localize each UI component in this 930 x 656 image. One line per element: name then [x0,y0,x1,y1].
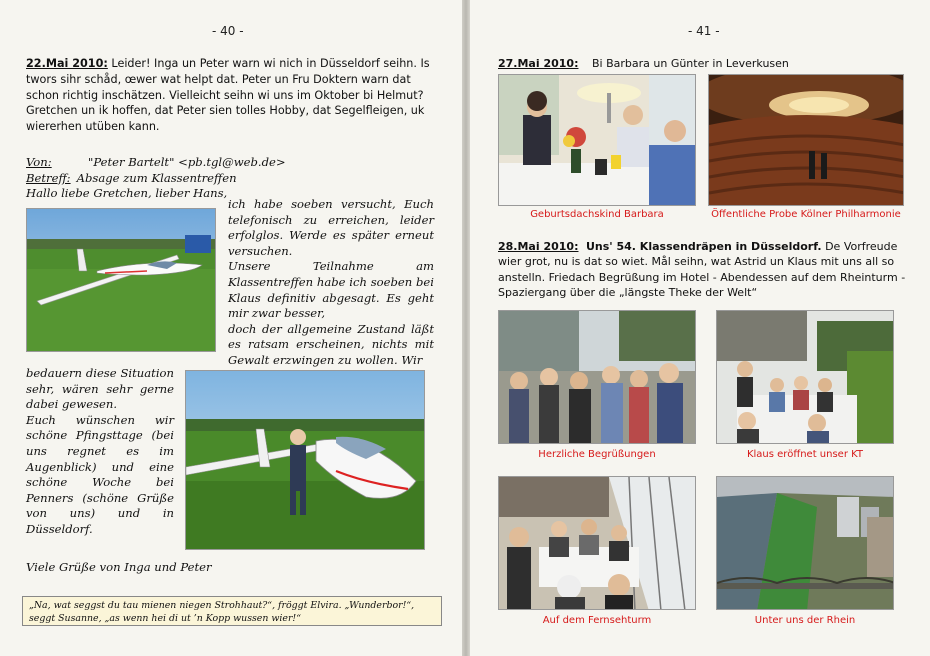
photo-philharmonie [708,74,904,206]
item1-text: Bi Barbara un Günter in Leverkusen [591,57,789,70]
item2-date: 28.Mai 2010: [498,240,579,253]
photo-rhine [716,476,894,610]
book-gutter [462,0,470,656]
photo-birthday [498,74,696,206]
intro-date: 22.Mai 2010: [26,57,108,70]
email-header [26,155,446,202]
caption-rhine: Unter uns der Rhein [754,615,856,626]
email-body-2 [26,366,174,538]
page-number-right: - 41 - [688,24,720,38]
email-body-1b: Unsere Teilnahme am Klassentreffen habe ich soeben bei Klaus definitiv abgesagt. Es geht mir zwar besser, [228,259,434,321]
caption-greetings: Herzliche Begrüßungen [538,449,656,460]
photo-greetings [498,310,696,444]
item1-heading [498,56,908,71]
page-number-left: - 40 - [212,24,244,38]
email-body-2a: bedauern diese Situation sehr, wären sehr gerne dabei gewesen. [26,366,174,412]
item2-heading [498,239,908,301]
email-closing: Viele Grüße von Inga und Peter [26,560,212,574]
photo-fernsehturm [498,476,696,610]
item2-text: De Vorfreude wier grot, nu is dat so wiet. Mål seihn, wat Astrid un Klaus mit uns all so anstelln. Friedach Begrüßung im Hotel - Abendessen auf dem Rheinturm - Spaziergang über die „längste Theke der Welt“ [498,240,906,300]
left-page [0,0,462,656]
caption-fernsehturm: Auf dem Fernsehturm [542,615,652,626]
email-body-2b: Euch wünschen wir schöne Pfingsttage (bei uns regnet es im Augenblick) und eine schöne Woche bei Penners (schöne Grüße von uns) und in Düsseldorf. [26,412,174,536]
caption-philharmonie: Öffentliche Probe Kölner Philharmonie [711,209,901,220]
caption-klaus-opens: Klaus eröffnet unser KT [746,449,864,460]
caption-birthday: Geburtsdachskind Barbara [530,209,664,220]
email-subject-value: Absage zum Klassentreffen [76,170,237,185]
quote-text: „Na, wat seggst du tau mienen niegen Strohhaut?“, fröggt Elvira. „Wunderbor!“, seggt Susanne, „as wenn hei di ut ’n Kopp wussen wier!“ [29,600,415,624]
intro-text: Leider! Inga un Peter warn wi nich in Düsseldorf seihn. Is twors sihr schåd, œwer wat helpt dat. Peter un Fru Doktern warn dat schon richtig inschätzen. Vielleicht seihn wi uns im Oktober bi Helmut? Gretchen un ik hoffen, dat Peter sien tolles Hobby, dat Segelfleigen, uk wiererhen utüben kann. [26,57,430,134]
item2-title: Uns' 54. Klassendräpen in Düsseldorf. [585,240,822,253]
email-body-1c: doch der allgemeine Zustand läßt es ratsam erscheinen, nichts mit Gewalt erzwingen zu wollen. Wir [228,321,434,367]
email-subject-label: Betreff: [26,170,71,185]
glider-photo-2 [185,370,425,550]
intro-paragraph [26,56,446,135]
item1-date: 27.Mai 2010: [498,57,579,70]
email-greeting: Hallo liebe Gretchen, lieber Hans, [26,186,228,201]
email-from-label: Von: [26,155,52,169]
photo-klaus-opens [716,310,894,444]
quote-box [22,596,442,626]
email-from-value: "Peter Bartelt" <pb.tgl@web.de> [88,155,286,169]
email-body-1 [228,197,434,369]
email-body-1a: ich habe soeben versucht, Euch telefonisch zu erreichen, leider erfolglos. Werde es später erneut versuchen. [228,197,434,258]
glider-photo-1 [26,208,216,352]
